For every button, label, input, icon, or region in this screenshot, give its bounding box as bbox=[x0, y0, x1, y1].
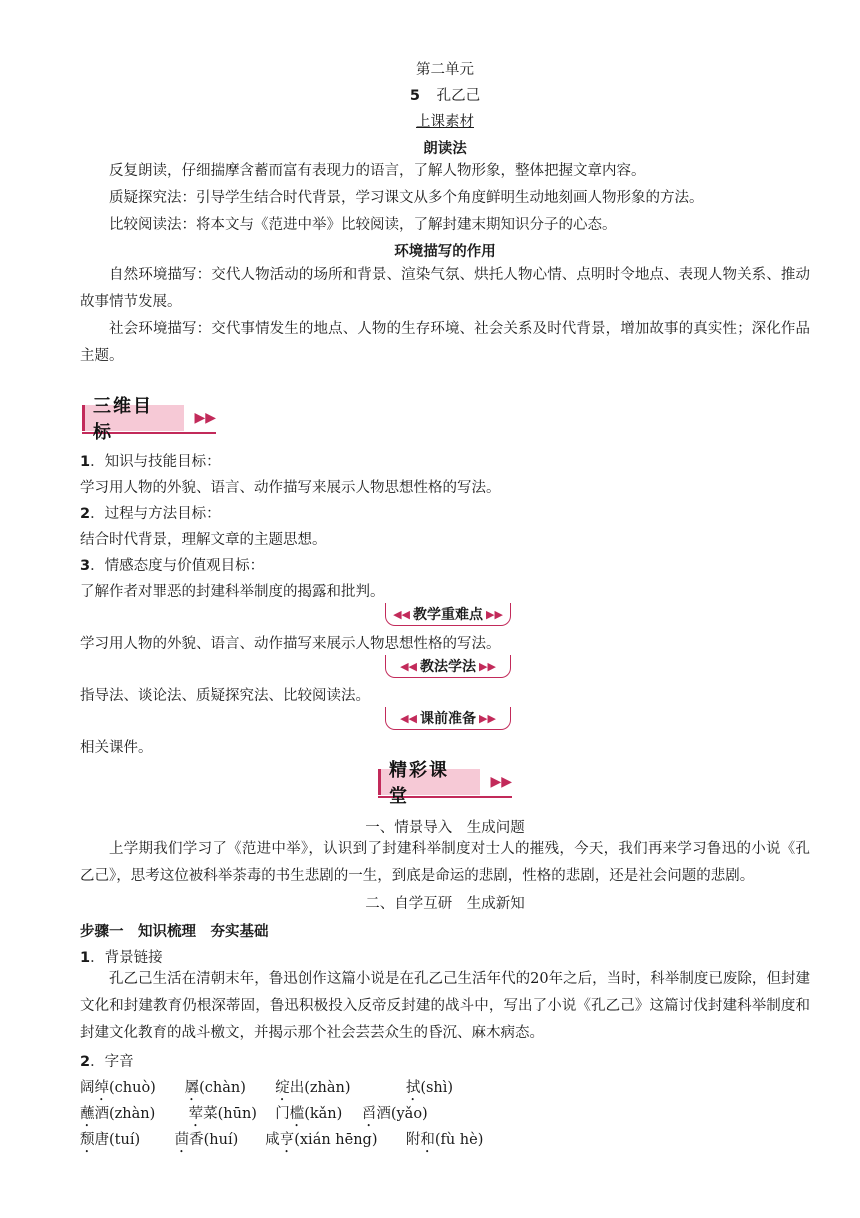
pron-item: 荤菜(hūn) bbox=[188, 1106, 257, 1122]
reading-line-1: 反复朗读，仔细揣摩含蓄而富有表现力的语言，了解人物形象，整体把握文章内容。 bbox=[109, 163, 646, 179]
environment-title: 环境描写的作用 bbox=[394, 244, 496, 260]
objective-1-text: 学习用人物的外貌、语言、动作描写来展示人物思想性格的写法。 bbox=[80, 480, 501, 496]
step1-heading: 步骤一 知识梳理 夯实基础 bbox=[80, 924, 269, 940]
pronunciation-row-2 bbox=[80, 1102, 810, 1130]
chevron-left-icon: ◀◀ bbox=[400, 711, 417, 725]
prep-heading: ◀◀ 课前准备 ▶▶ bbox=[385, 707, 511, 730]
environment-natural: 自然环境描写：交代人物活动的场所和背景、渲染气氛、烘托人物心情、点明时令地点、表现人物关系、推动故事情节发展。 bbox=[80, 267, 810, 310]
pron-item: 羼(chàn) bbox=[184, 1080, 246, 1096]
unit-title: 第二单元 bbox=[416, 62, 474, 78]
key-points-heading: ◀◀ 教学重难点 ▶▶ bbox=[385, 603, 511, 626]
pron-item: 咸亨(xián hēng) bbox=[265, 1132, 378, 1148]
materials-link-text: 上课素材 bbox=[416, 114, 474, 130]
classroom-banner bbox=[378, 760, 512, 807]
chevron-right-icon: ▶▶ bbox=[486, 607, 503, 621]
lesson-title bbox=[80, 84, 810, 105]
chevron-right-icon: ▶▶ bbox=[479, 659, 496, 673]
classroom-banner-label: 精彩课堂 bbox=[378, 769, 480, 795]
pron-item: 附和(fù hè) bbox=[405, 1132, 484, 1148]
chevron-right-icon: ▶▶ bbox=[479, 711, 496, 725]
objectives-banner bbox=[82, 396, 216, 443]
lesson-number: 5 bbox=[409, 88, 420, 104]
methods-text: 指导法、谈论法、质疑探究法、比较阅读法。 bbox=[80, 688, 370, 704]
section2-title: 二、自学互研 生成新知 bbox=[365, 896, 525, 912]
reading-line-3: 比较阅读法：将本文与《范进中举》比较阅读，了解封建末期知识分子的心态。 bbox=[109, 217, 617, 233]
section1-text: 上学期我们学习了《范进中举》，认识到了封建科举制度对士人的摧残，今天，我们再来学习鲁迅的小说《孔乙己》，思考这位被科举荼毒的书生悲剧的一生，到底是命运的悲剧，性格的悲剧，还是社会问题的悲剧。 bbox=[80, 841, 810, 884]
pronunciation-row-3 bbox=[80, 1128, 810, 1156]
pron-item: 拭(shì) bbox=[405, 1080, 454, 1096]
objective-3-text: 了解作者对罪恶的封建科举制度的揭露和批判。 bbox=[80, 584, 385, 600]
pron-item: 颓唐(tuí) bbox=[80, 1132, 141, 1148]
pronunciation-heading: 2．字音 bbox=[80, 1054, 134, 1070]
key-points-text: 学习用人物的外貌、语言、动作描写来展示人物思想性格的写法。 bbox=[80, 636, 501, 652]
double-arrow-icon: ▶▶ bbox=[490, 774, 512, 790]
objective-2-text: 结合时代背景，理解文章的主题思想。 bbox=[80, 532, 327, 548]
pron-item: 蘸酒(zhàn) bbox=[80, 1106, 156, 1122]
pron-item: 舀酒(yǎo) bbox=[361, 1106, 428, 1122]
background-heading: 1．背景链接 bbox=[80, 950, 163, 966]
double-arrow-icon: ▶▶ bbox=[194, 410, 216, 426]
methods-heading: ◀◀ 教法学法 ▶▶ bbox=[385, 655, 511, 678]
pron-item: 门槛(kǎn) bbox=[275, 1106, 343, 1122]
reading-title: 朗读法 bbox=[423, 141, 467, 157]
reading-line-2: 质疑探究法：引导学生结合时代背景，学习课文从多个角度鲜明生动地刻画人物形象的方法。 bbox=[109, 190, 704, 206]
pron-item: 茴香(huí) bbox=[174, 1132, 239, 1148]
materials-heading bbox=[80, 110, 810, 131]
section1-title: 一、情景导入 生成问题 bbox=[365, 820, 525, 836]
pronunciation-row-1 bbox=[80, 1076, 810, 1104]
objectives-banner-label: 三维目标 bbox=[82, 405, 184, 431]
background-text: 孔乙己生活在清朝末年，鲁迅创作这篇小说是在孔乙己生活年代的20年之后，当时，科举制度已废除，但封建文化和封建教育仍根深蒂固，鲁迅积极投入反帝反封建的战斗中，写出了小说《孔乙己》这篇讨伐封建科举制度和封建文化教育的战斗檄文，并揭示那个社会芸芸众生的昏沉、麻木病态。 bbox=[80, 971, 810, 1041]
pron-item: 绽出(zhàn) bbox=[275, 1080, 351, 1096]
chevron-left-icon: ◀◀ bbox=[400, 659, 417, 673]
objective-2-title: 2．过程与方法目标： bbox=[80, 506, 221, 522]
objective-3-title: 3．情感态度与价值观目标： bbox=[80, 558, 265, 574]
pron-item: 阔绰(chuò) bbox=[80, 1080, 156, 1096]
prep-text: 相关课件。 bbox=[80, 740, 153, 756]
lesson-name: 孔乙己 bbox=[436, 88, 481, 104]
chevron-left-icon: ◀◀ bbox=[393, 607, 410, 621]
environment-social: 社会环境描写：交代事情发生的地点、人物的生存环境、社会关系及时代背景，增加故事的真实性；深化作品主题。 bbox=[80, 321, 810, 364]
objective-1-title: 1．知识与技能目标： bbox=[80, 454, 221, 470]
